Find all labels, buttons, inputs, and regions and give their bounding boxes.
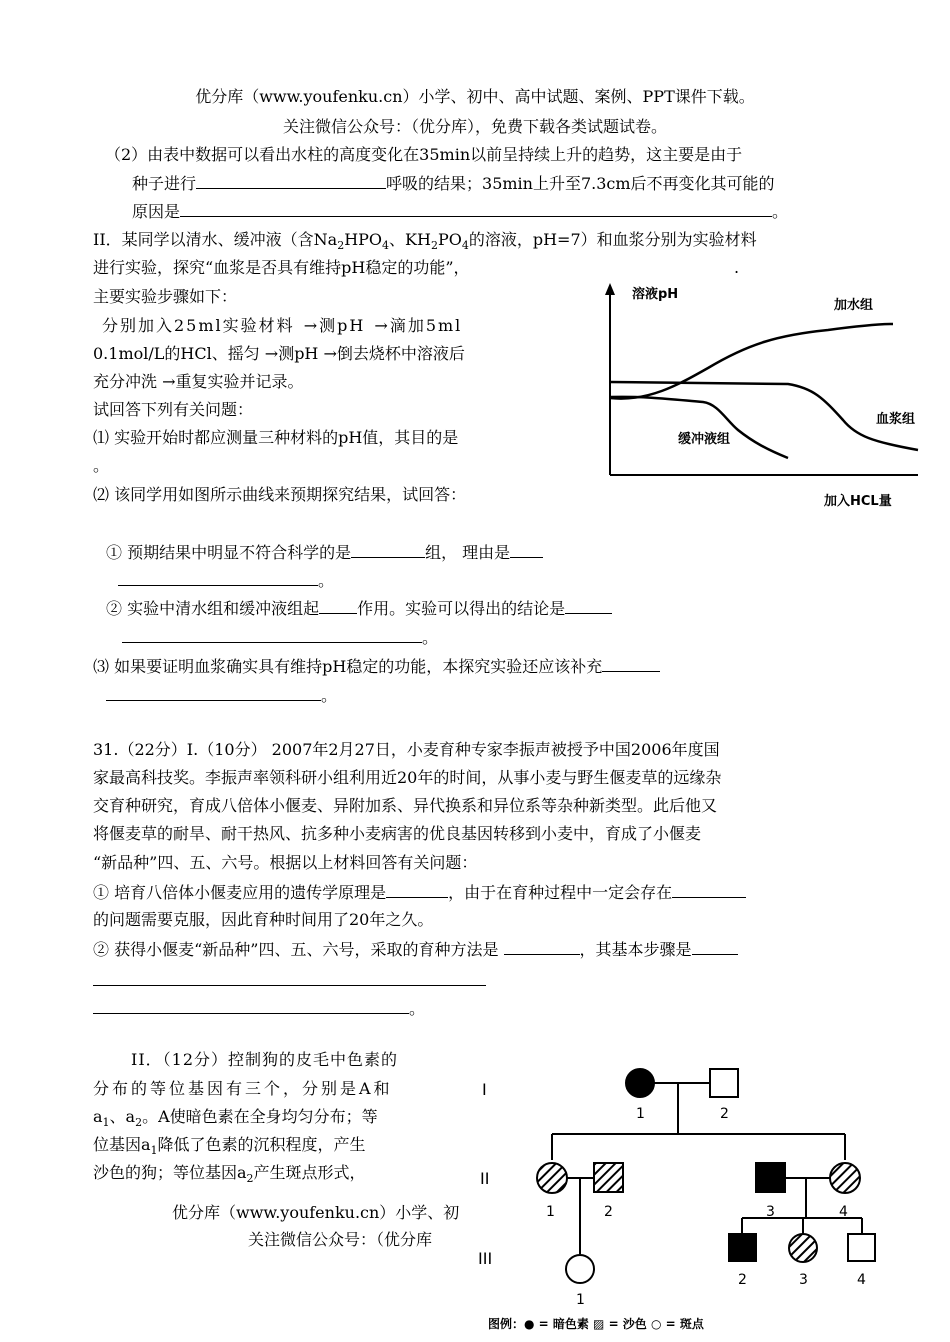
- answer-blank[interactable]: [118, 570, 318, 586]
- dot: .: [734, 258, 740, 277]
- q31-line-1: 31.（22分）Ⅰ.（10分） 2007年2月27日，小麦育种专家李振声被授予中国2006年度国: [93, 740, 720, 759]
- text: 。A使暗色素在全身均匀分布；等: [142, 1107, 378, 1126]
- subscript: 4: [382, 239, 390, 253]
- subscript: 4: [461, 239, 469, 253]
- partII-line-2: 进行实验，探究“血浆是否具有维持pH稳定的功能”，: [93, 258, 470, 277]
- III-2-dark-male: [729, 1234, 756, 1261]
- text: 、a: [109, 1107, 136, 1126]
- I-1-dark-female: [626, 1069, 654, 1097]
- answer-blank[interactable]: [672, 882, 746, 898]
- II-2-number: 2: [604, 1204, 613, 1220]
- answer-3-cont: [106, 685, 337, 706]
- subscript: 1: [150, 1144, 158, 1158]
- partII-line-5: 0.1mol/L的HCl、摇匀 →测pH →倒去烧杯中溶液后: [93, 344, 465, 363]
- partII-line-4: 分别加入25ml实验材料 →测pH →滴加5ml: [102, 316, 463, 335]
- text: ① 预期结果中明显不符合科学的是: [106, 543, 352, 562]
- q31-line-8: [93, 939, 738, 960]
- text: II．某同学以清水、缓冲液（含Na: [93, 230, 338, 249]
- text: 、KH: [389, 230, 431, 249]
- II-1-sandy-female: [537, 1163, 567, 1193]
- answer-blank[interactable]: [180, 201, 772, 217]
- text: PO: [437, 230, 462, 249]
- subscript: 1: [102, 1116, 110, 1130]
- q2-text: 种子进行: [132, 174, 197, 193]
- partII-line-6: 充分冲洗 →重复实验并记录。: [93, 372, 304, 391]
- pedigree-chart: [470, 1050, 940, 1340]
- text: 。: [318, 571, 335, 590]
- answer-blank[interactable]: [510, 542, 543, 558]
- subscript: 2: [246, 1172, 254, 1186]
- III-4-spotted-male: [848, 1234, 875, 1261]
- partII2-line-2: 分布的等位基因有三个，分别是A和: [93, 1079, 393, 1098]
- text: ② 获得小偃麦“新品种”四、五、六号，采取的育种方法是: [93, 940, 504, 959]
- partII-line-7: 试回答下列有关问题：: [93, 400, 254, 419]
- answer-blank[interactable]: [196, 173, 386, 189]
- II-2-sandy-male: [594, 1163, 623, 1192]
- generation-II: II: [480, 1169, 490, 1188]
- answer-blank[interactable]: [504, 939, 580, 955]
- generation-III: III: [478, 1249, 493, 1268]
- subscript: 2: [337, 239, 345, 253]
- answer-blank[interactable]: [386, 882, 448, 898]
- II-4-number: 4: [839, 1204, 848, 1220]
- ph-chart: [588, 280, 928, 510]
- partII2-line-1: II．（12分）控制狗的皮毛中色素的: [131, 1050, 399, 1069]
- III-1-number: 1: [576, 1292, 585, 1308]
- III-2-number: 2: [738, 1272, 747, 1288]
- curve-water: [610, 324, 893, 399]
- I-2-number: 2: [720, 1106, 729, 1122]
- header-line-1: 优分库（www.youfenku.cn）小学、初中、高中试题、案例、PPT课件下载。: [195, 87, 755, 106]
- partII2-line-4: [93, 1135, 366, 1161]
- text: 作用。实验可以得出的结论是: [357, 599, 566, 618]
- q2-text: 呼吸的结果；35min上升至7.3cm后不再变化其可能的: [386, 174, 775, 193]
- label-water: 加水组: [834, 298, 874, 313]
- q31-line-6: [93, 882, 746, 903]
- text: 产生斑点形式，: [253, 1163, 366, 1182]
- II-3-number: 3: [766, 1204, 775, 1220]
- q2-line-1: （2）由表中数据可以看出水柱的高度变化在35min以前呈持续上升的趋势，这主要是由于: [105, 145, 743, 164]
- legend: 图例：● = 暗色素 ▨ = 沙色 ○ = 斑点: [488, 1317, 704, 1331]
- III-3-number: 3: [799, 1272, 808, 1288]
- III-4-number: 4: [857, 1272, 866, 1288]
- footer-line-1: 优分库（www.youfenku.cn）小学、初: [172, 1203, 460, 1222]
- text: 。: [321, 686, 338, 705]
- q2-line-3: [132, 201, 788, 222]
- III-3-sandy-female: [789, 1234, 817, 1262]
- y-axis-arrow: [605, 283, 615, 295]
- footer-line-2: 关注微信公众号：（优分库: [248, 1230, 433, 1249]
- answer-blank[interactable]: [565, 598, 612, 614]
- text: a: [93, 1107, 103, 1126]
- q31-line-7: 的问题需要克服，因此育种时间用了20年之久。: [93, 910, 434, 929]
- text: ⑶ 如果要证明血浆确实具有维持pH稳定的功能，本探究实验还应该补充: [93, 657, 603, 676]
- answer-blank[interactable]: [692, 939, 738, 955]
- partII-line-3: 主要实验步骤如下：: [93, 287, 238, 306]
- q31-line-3: 交育种研究，育成八倍体小偃麦、异附加系、异代换系和异位系等杂种新类型。此后他又: [93, 796, 718, 815]
- answer-2-cont: [122, 627, 438, 648]
- q31-line-4: 将偃麦草的耐旱、耐干热风、抗多种小麦病害的优良基因转移到小麦中，育成了小偃麦: [93, 824, 702, 843]
- subscript: 2: [135, 1116, 143, 1130]
- curve-buffer: [610, 397, 788, 458]
- answer-1-cont: [118, 570, 334, 591]
- text: 位基因a: [93, 1135, 151, 1154]
- header-line-2: 关注微信公众号：（优分库），免费下载各类试题试卷。: [282, 117, 667, 136]
- subscript: 2: [430, 239, 438, 253]
- q2-text: 原因是: [132, 202, 181, 221]
- q2-line-2: [132, 173, 775, 194]
- partII-line-8: ⑴ 实验开始时都应测量三种材料的pH值，其目的是: [93, 428, 459, 447]
- answer-blank[interactable]: [93, 970, 486, 986]
- label-buffer: 缓冲液组: [678, 432, 731, 447]
- text: HPO: [344, 230, 383, 249]
- partII2-line-3: [93, 1107, 378, 1133]
- label-plasma: 血浆组: [876, 412, 916, 427]
- answer-blank[interactable]: [93, 998, 409, 1014]
- text: 沙色的狗；等位基因a: [93, 1163, 247, 1182]
- I-1-number: 1: [636, 1106, 645, 1122]
- q31-line-10: [93, 998, 425, 1019]
- partII-line-9: 。: [93, 456, 110, 475]
- answer-blank[interactable]: [602, 656, 660, 672]
- answer-3-line: [93, 656, 660, 677]
- q31-line-2: 家最高科技奖。李振声率领科研小组利用近20年的时间，从事小麦与野生偃麦草的远缘杂: [93, 768, 722, 787]
- generation-I: I: [482, 1080, 487, 1099]
- y-axis-label: 溶液pH: [632, 287, 679, 302]
- III-1-spotted-female: [566, 1255, 594, 1283]
- II-4-sandy-female: [830, 1163, 860, 1193]
- text: 。: [409, 999, 426, 1018]
- text: 降低了色素的沉积程度，产生: [157, 1135, 366, 1154]
- q2-text: 。: [772, 202, 789, 221]
- text: 的溶液，pH=7）和血浆分别为实验材料: [468, 230, 757, 249]
- partII2-line-5: [93, 1163, 366, 1189]
- answer-blank[interactable]: [106, 685, 321, 701]
- answer-1-line: [106, 542, 543, 563]
- x-axis-label: 加入HCL量: [824, 494, 892, 509]
- II-1-number: 1: [546, 1204, 555, 1220]
- text: ，其基本步骤是: [579, 940, 692, 959]
- I-2-spotted-male: [710, 1069, 738, 1097]
- answer-2-line: [106, 598, 612, 619]
- text: 。: [422, 628, 439, 647]
- II-3-dark-male: [756, 1163, 785, 1192]
- text: ② 实验中清水组和缓冲液组起: [106, 599, 320, 618]
- text: ，由于在育种过程中一定会存在: [448, 883, 673, 902]
- answer-blank[interactable]: [351, 542, 425, 558]
- partII-line-1: [93, 230, 757, 256]
- q31-line-5: “新品种”四、五、六号。根据以上材料回答有关问题：: [93, 853, 478, 872]
- text: 组， 理由是: [425, 543, 511, 562]
- text: ① 培育八倍体小偃麦应用的遗传学原理是: [93, 883, 387, 902]
- partII-line-10: ⑵ 该同学用如图所示曲线来预期探究结果，试回答：: [93, 485, 467, 504]
- answer-blank[interactable]: [122, 627, 422, 643]
- answer-blank[interactable]: [319, 598, 357, 614]
